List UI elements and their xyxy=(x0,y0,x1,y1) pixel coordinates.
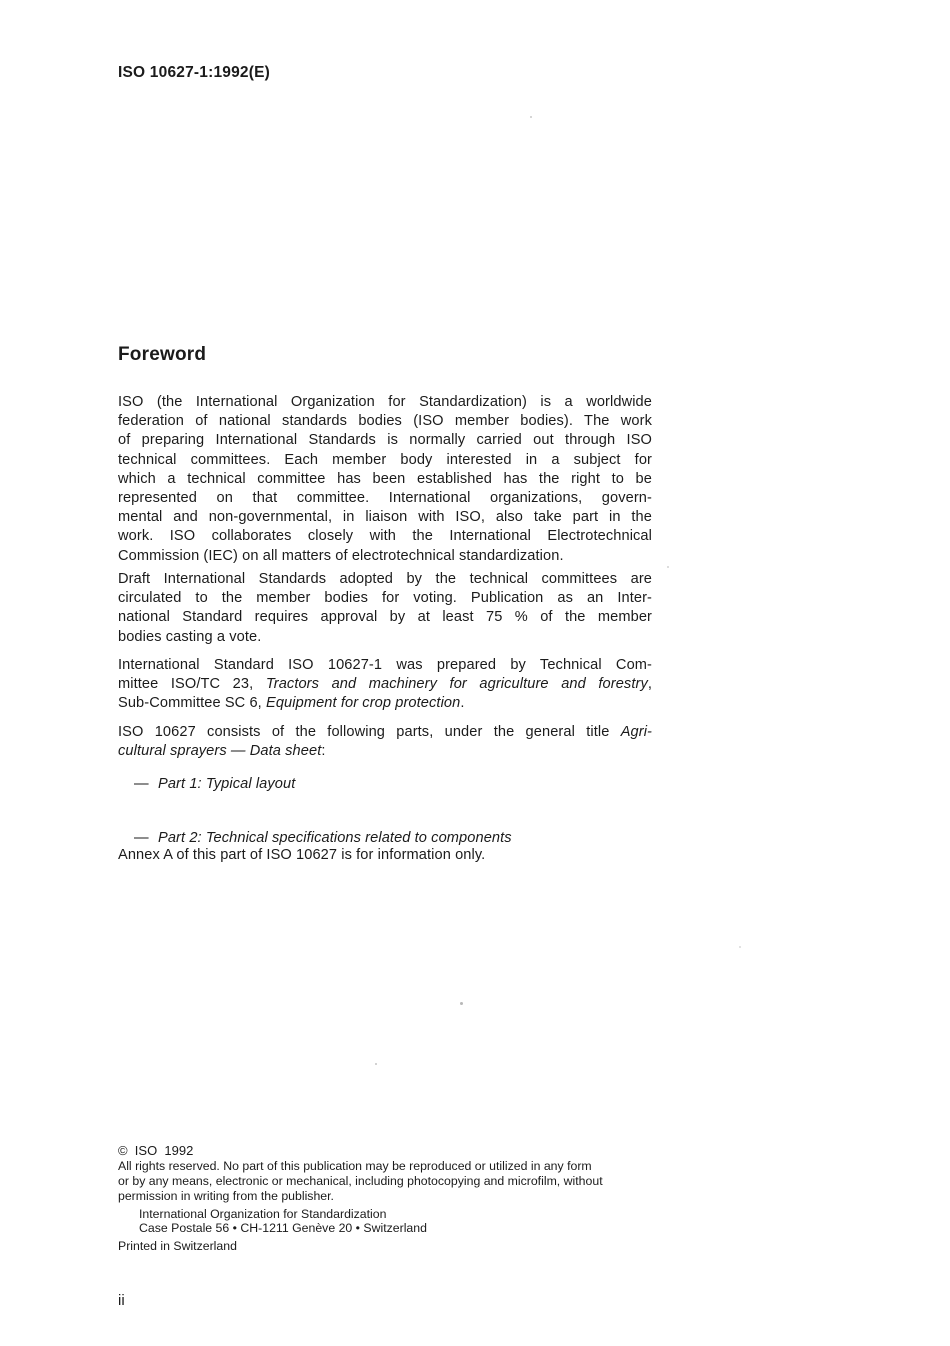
body-line: Commission (IEC) on all matters of electrotechnical standardization. xyxy=(118,547,564,564)
body-line: Draft International Standards adopted by the technical committees are xyxy=(118,571,652,587)
rights-line: or by any means, electronic or mechanical, including photocopying and microfilm, without xyxy=(118,1173,603,1188)
foreword-heading: Foreword xyxy=(118,344,207,365)
list-dash: — xyxy=(134,830,149,847)
body-line: mental and non-governmental, in liaison with ISO, also take part in the xyxy=(118,509,652,526)
body-text: ISO 10627 consists of the following parts, under the general title xyxy=(118,724,621,740)
part-1-title-italic: Part 1: Typical layout xyxy=(158,776,296,792)
body-line xyxy=(118,723,652,742)
body-line: Annex A of this part of ISO 10627 is for information only. xyxy=(118,847,486,863)
body-line: technical committees. Each member body interested in a subject for xyxy=(118,451,652,468)
body-line: circulated to the member bodies for voting. Publication as an Inter- xyxy=(118,590,652,607)
part-2-title-italic: Part 2: Technical specifications related to components xyxy=(158,830,512,847)
body-line: bodies casting a vote. xyxy=(118,628,262,645)
scan-speck xyxy=(739,946,741,948)
scan-speck xyxy=(530,116,532,118)
rights-line: permission in writing from the publisher. xyxy=(118,1188,334,1203)
body-text: : xyxy=(321,743,326,760)
annex-note xyxy=(118,846,652,865)
copyright-line: © ISO 1992 xyxy=(118,1143,194,1158)
body-line: of preparing International Standards is normally carried out through ISO xyxy=(118,432,652,449)
subcommittee-title-italic: Equipment for crop protection xyxy=(266,695,461,712)
body-line: work. ISO collaborates closely with the International Electrotechnical xyxy=(118,528,652,545)
body-text: , xyxy=(647,676,653,693)
body-text: Sub-Committee SC 6, xyxy=(118,695,266,712)
body-text: . xyxy=(460,695,465,712)
rights-statement xyxy=(118,1159,658,1203)
publisher-address: Case Postale 56 • CH-1211 Genève 20 • Switzerland xyxy=(139,1221,427,1235)
body-line: which a technical committee has been established has the right to be xyxy=(118,470,652,487)
body-text: mittee ISO/TC 23, xyxy=(118,676,266,693)
rights-line: All rights reserved. No part of this publication may be reproduced or utilized in any form xyxy=(118,1159,592,1173)
printed-in-note: Printed in Switzerland xyxy=(118,1239,237,1253)
scan-speck xyxy=(460,1002,463,1005)
body-line xyxy=(118,675,652,694)
body-line xyxy=(118,742,652,761)
scan-speck xyxy=(667,566,669,568)
body-line: represented on that committee. International organizations, govern- xyxy=(118,490,652,507)
standard-reference-code: ISO 10627-1:1992(E) xyxy=(118,64,270,81)
body-line: national Standard requires approval by at least 75 % of the member xyxy=(118,609,652,626)
foreword-paragraph-2 xyxy=(118,570,652,647)
page-number: ii xyxy=(118,1292,125,1309)
scan-speck xyxy=(375,1063,377,1065)
list-item-part-1 xyxy=(118,775,652,794)
body-line: ISO (the International Organization for Standardization) is a worldwide xyxy=(118,394,652,410)
body-line: federation of national standards bodies (ISO member bodies). The work xyxy=(118,413,652,430)
series-title-italic: cultural sprayers — Data sheet xyxy=(118,743,322,760)
committee-title-italic: Tractors and machinery for agriculture and forestry xyxy=(265,676,648,693)
foreword-paragraph-1 xyxy=(118,393,652,566)
publisher-name: International Organization for Standardization xyxy=(139,1207,387,1221)
list-dash: — xyxy=(134,776,149,792)
body-line xyxy=(118,694,652,713)
series-title-italic: Agri- xyxy=(620,724,652,740)
body-line: International Standard ISO 10627-1 was prepared by Technical Com- xyxy=(118,657,652,673)
foreword-paragraph-3 xyxy=(118,656,652,714)
foreword-paragraph-4 xyxy=(118,723,652,761)
